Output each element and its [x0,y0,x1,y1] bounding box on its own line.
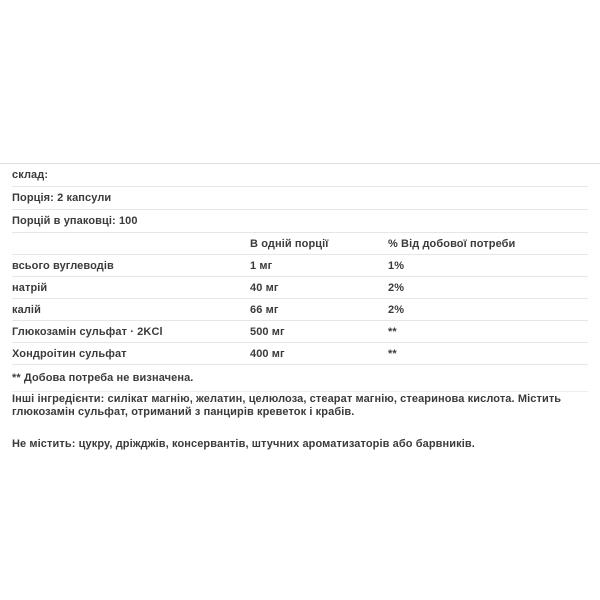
servings-per-container: Порцій в упаковці: 100 [12,215,138,227]
daily-value-column-header: % Від добової потреби [388,237,516,250]
amount-column-header: В одній порції [250,237,329,250]
daily-value-footnote: ** Добова потреба не визначена. [12,372,194,384]
nutrient-dv: 2% [388,281,405,294]
nutrient-name: Хондроітин сульфат [12,347,127,360]
composition-title-row [12,164,588,187]
table-row [12,343,588,365]
nutrient-name: всього вуглеводів [12,259,114,272]
nutrient-name: натрій [12,281,48,294]
nutrient-dv: ** [388,325,397,338]
nutrient-amount: 1 мг [250,259,273,272]
table-header-row [12,233,588,255]
serving-size-row [12,187,588,210]
composition-title: склад: [12,169,49,181]
serving-size: Порція: 2 капсули [12,192,112,204]
nutrient-dv: 1% [388,259,405,272]
table-row [12,299,588,321]
other-ingredients-text: Інші інгредієнти: силікат магнію, желатин, целюлоза, стеарат магнію, стеаринова кислота. Містить глюкозамін сульфат, отриманий з панцирів креветок і крабів. [12,393,562,418]
nutrient-dv: 2% [388,303,405,316]
nutrient-name: Глюкозамін сульфат · 2KCl [12,325,163,338]
nutrient-amount: 500 мг [250,325,285,338]
nutrient-name: калій [12,303,41,316]
table-row [12,321,588,343]
table-row [12,277,588,299]
nutrient-amount: 66 мг [250,303,279,316]
facts-table [0,163,600,392]
nutrient-amount: 400 мг [250,347,285,360]
nutrient-dv: ** [388,347,397,360]
table-row [12,255,588,277]
notes-section [0,386,600,451]
nutrient-amount: 40 мг [250,281,279,294]
servings-per-container-row [12,210,588,233]
free-of-text: Не містить: цукру, дріжджів, консервантів, штучних ароматизаторів або барвників. [12,438,475,450]
